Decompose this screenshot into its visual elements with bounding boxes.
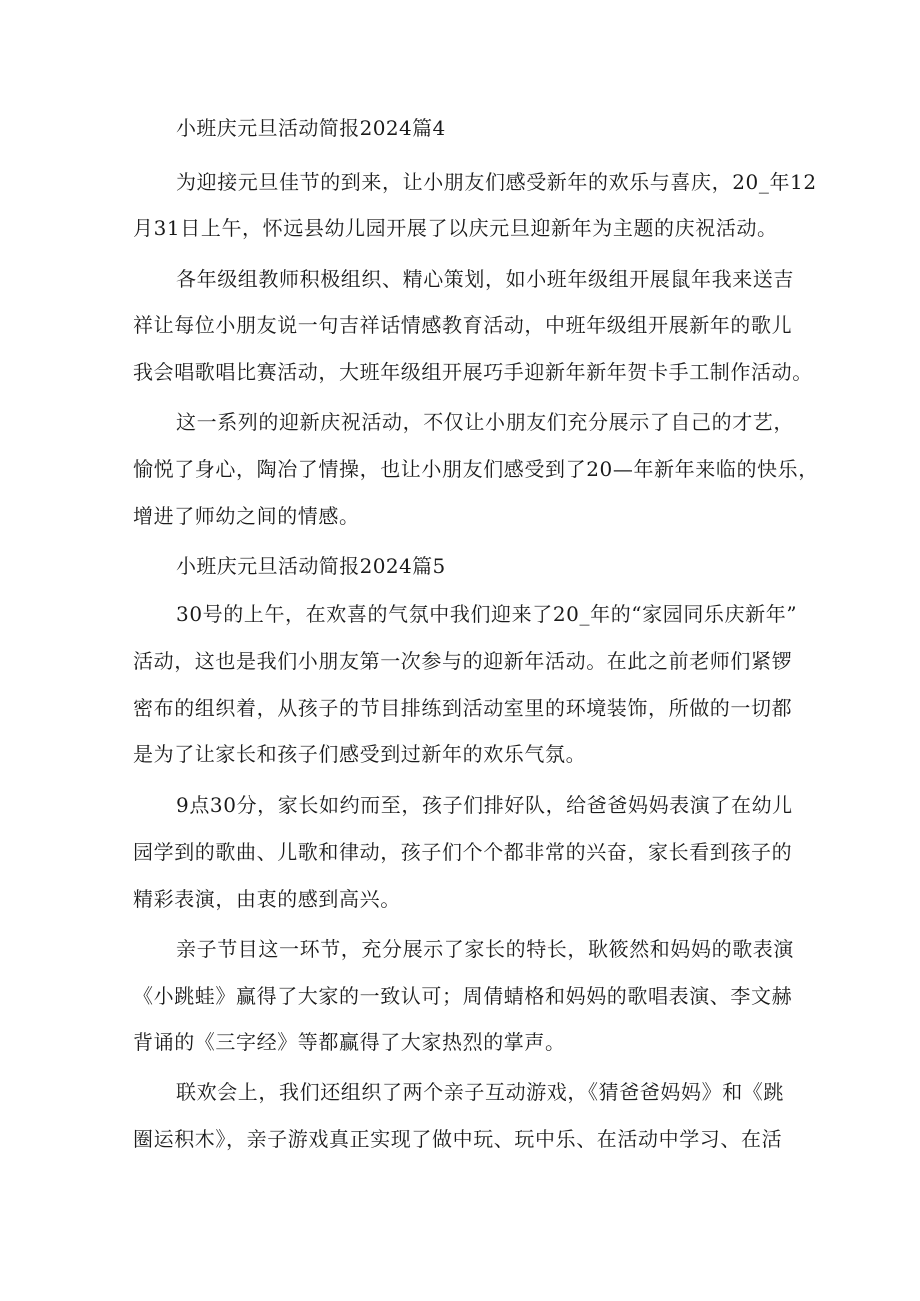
paragraph-line: 亲子节目这一环节，充分展示了家长的特长，耿筱然和妈妈的歌表演 [176,937,794,961]
section-heading-4: 小班庆元旦活动简报2024篇4 [176,116,446,140]
paragraph-line: 活动，这也是我们小朋友第一次参与的迎新年活动。在此之前老师们紧锣 [133,649,793,673]
paragraph-line: 为迎接元旦佳节的到来，让小朋友们感受新年的欢乐与喜庆，20_年12 [176,170,817,194]
paragraph-line: 9点30分，家长如约而至，孩子们排好队，给爸爸妈妈表演了在幼儿 [176,793,793,817]
paragraph-line: 联欢会上，我们还组织了两个亲子互动游戏，《猜爸爸妈妈》和《跳 [176,1080,784,1104]
paragraph-line: 30号的上午，在欢喜的气氛中我们迎来了20_年的“家园同乐庆新年” [176,602,798,626]
paragraph-line: 圈运积木》，亲子游戏真正实现了做中玩、玩中乐、在活动中学习、在活 [133,1127,783,1151]
paragraph-line: 我会唱歌唱比赛活动，大班年级组开展巧手迎新年新年贺卡手工制作活动。 [133,360,813,384]
paragraph-line: 这一系列的迎新庆祝活动，不仅让小朋友们充分展示了自己的才艺， [176,410,794,434]
paragraph-line: 精彩表演，由衷的感到高兴。 [133,887,401,911]
paragraph-line: 愉悦了身心，陶冶了情操，也让小朋友们感受到了20—年新年来临的快乐， [133,457,819,481]
section-heading-5: 小班庆元旦活动简报2024篇5 [176,554,446,578]
paragraph-line: 背诵的《三字经》等都赢得了大家热烈的掌声。 [133,1030,566,1054]
paragraph-line: 各年级组教师积极组织、精心策划，如小班年级组开展鼠年我来送吉 [176,267,794,291]
paragraph-line: 祥让每位小朋友说一句吉祥话情感教育活动，中班年级组开展新年的歌儿 [133,313,793,337]
paragraph-line: 密布的组织着，从孩子的节目排练到活动室里的环境装饰，所做的一切都 [133,696,793,720]
paragraph-line: 增进了师幼之间的情感。 [133,504,360,528]
paragraph-line: 是为了让家长和孩子们感受到过新年的欢乐气氛。 [133,742,587,766]
paragraph-line: 月31日上午，怀远县幼儿园开展了以庆元旦迎新年为主题的庆祝活动。 [133,216,778,240]
paragraph-line: 《小跳蛙》赢得了大家的一致认可；周倩蜻格和妈妈的歌唱表演、李文赫 [133,984,793,1008]
paragraph-line: 园学到的歌曲、儿歌和律动，孩子们个个都非常的兴奋，家长看到孩子的 [133,840,793,864]
